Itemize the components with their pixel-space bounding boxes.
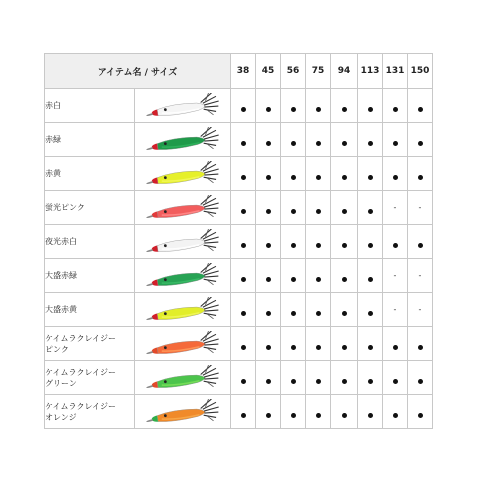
- availability-cell: [231, 89, 256, 123]
- spec-table: [44, 53, 433, 429]
- availability-cell: [358, 293, 383, 327]
- availability-cell: [256, 259, 281, 293]
- availability-cell: [256, 191, 281, 225]
- table-row: [45, 89, 433, 123]
- availability-cell: [231, 157, 256, 191]
- item-name-line: 夜光赤白: [45, 237, 77, 246]
- availability-cell: [281, 225, 306, 259]
- available-dot: [368, 311, 373, 316]
- available-dot: [266, 379, 271, 384]
- available-dot: [418, 413, 423, 418]
- available-dot: [342, 243, 347, 248]
- available-dot: [393, 107, 398, 112]
- availability-cell: [331, 123, 358, 157]
- item-name: [45, 123, 135, 157]
- name-size-header: アイテム名 / サイズ: [45, 54, 231, 89]
- available-dot: [342, 107, 347, 112]
- available-dot: [368, 243, 373, 248]
- item-name: [45, 89, 135, 123]
- availability-cell: [331, 89, 358, 123]
- available-dot: [418, 243, 423, 248]
- availability-cell: [231, 191, 256, 225]
- availability-cell: [231, 259, 256, 293]
- availability-cell: [358, 327, 383, 361]
- availability-cell: [383, 361, 408, 395]
- availability-cell: [256, 293, 281, 327]
- availability-cell: [231, 225, 256, 259]
- availability-cell: [358, 395, 383, 429]
- availability-cell: [408, 259, 433, 293]
- availability-cell: [408, 191, 433, 225]
- availability-cell: [231, 293, 256, 327]
- available-dot: [291, 141, 296, 146]
- available-dot: [368, 277, 373, 282]
- availability-cell: [231, 395, 256, 429]
- availability-cell: [408, 89, 433, 123]
- availability-cell: [383, 327, 408, 361]
- size-header: 45: [256, 54, 281, 89]
- unavailable-dash: -: [393, 305, 397, 314]
- available-dot: [393, 141, 398, 146]
- item-name-line: ピンク: [45, 344, 69, 354]
- available-dot: [266, 209, 271, 214]
- available-dot: [393, 243, 398, 248]
- available-dot: [241, 413, 246, 418]
- availability-cell: [306, 225, 331, 259]
- availability-cell: [358, 89, 383, 123]
- header-row: [45, 54, 433, 89]
- availability-cell: [331, 259, 358, 293]
- availability-cell: [383, 293, 408, 327]
- available-dot: [393, 413, 398, 418]
- available-dot: [418, 107, 423, 112]
- item-name: [45, 293, 135, 327]
- lure-image-cell: [135, 293, 231, 327]
- item-name-line: ケイムラクレイジー: [45, 367, 117, 377]
- table-row: [45, 395, 433, 429]
- available-dot: [368, 345, 373, 350]
- availability-cell: [383, 395, 408, 429]
- available-dot: [316, 243, 321, 248]
- available-dot: [241, 345, 246, 350]
- availability-cell: [256, 361, 281, 395]
- availability-cell: [256, 395, 281, 429]
- availability-cell: [306, 327, 331, 361]
- availability-cell: [256, 89, 281, 123]
- availability-cell: [256, 225, 281, 259]
- squid-jig-image: [143, 297, 223, 323]
- availability-cell: [281, 327, 306, 361]
- squid-jig-image: [143, 365, 223, 391]
- available-dot: [291, 175, 296, 180]
- table-row: [45, 157, 433, 191]
- table-row: [45, 361, 433, 395]
- availability-cell: [408, 293, 433, 327]
- availability-cell: [306, 361, 331, 395]
- available-dot: [342, 209, 347, 214]
- squid-jig-image: [143, 399, 223, 425]
- available-dot: [393, 379, 398, 384]
- available-dot: [368, 141, 373, 146]
- table-row: [45, 225, 433, 259]
- available-dot: [241, 107, 246, 112]
- availability-cell: [231, 327, 256, 361]
- squid-jig-image: [143, 127, 223, 153]
- availability-cell: [358, 157, 383, 191]
- table-row: [45, 327, 433, 361]
- availability-cell: [281, 89, 306, 123]
- squid-jig-image: [143, 229, 223, 255]
- lure-image-cell: [135, 89, 231, 123]
- available-dot: [266, 107, 271, 112]
- availability-cell: [306, 293, 331, 327]
- availability-cell: [306, 395, 331, 429]
- item-name-line: グリーン: [45, 378, 77, 388]
- availability-cell: [408, 225, 433, 259]
- available-dot: [266, 345, 271, 350]
- availability-cell: [408, 395, 433, 429]
- available-dot: [342, 413, 347, 418]
- available-dot: [241, 277, 246, 282]
- availability-cell: [331, 225, 358, 259]
- available-dot: [266, 243, 271, 248]
- available-dot: [418, 175, 423, 180]
- lure-image-cell: [135, 361, 231, 395]
- item-name: [45, 395, 135, 429]
- item-name: [45, 361, 135, 395]
- available-dot: [266, 141, 271, 146]
- lure-image-cell: [135, 123, 231, 157]
- availability-cell: [358, 225, 383, 259]
- availability-cell: [256, 123, 281, 157]
- available-dot: [291, 209, 296, 214]
- item-name: [45, 225, 135, 259]
- available-dot: [368, 379, 373, 384]
- available-dot: [266, 311, 271, 316]
- item-name-line: ケイムラクレイジー: [45, 401, 117, 411]
- available-dot: [368, 209, 373, 214]
- availability-cell: [383, 157, 408, 191]
- available-dot: [291, 345, 296, 350]
- lure-image-cell: [135, 259, 231, 293]
- lure-image-cell: [135, 191, 231, 225]
- squid-jig-image: [143, 93, 223, 119]
- lure-image-cell: [135, 225, 231, 259]
- availability-cell: [256, 157, 281, 191]
- available-dot: [342, 175, 347, 180]
- available-dot: [418, 345, 423, 350]
- availability-cell: [383, 123, 408, 157]
- available-dot: [316, 379, 321, 384]
- availability-cell: [331, 293, 358, 327]
- table-row: [45, 293, 433, 327]
- availability-cell: [256, 327, 281, 361]
- available-dot: [241, 243, 246, 248]
- availability-cell: [331, 191, 358, 225]
- available-dot: [291, 277, 296, 282]
- item-name: [45, 191, 135, 225]
- item-name-line: 赤黄: [45, 169, 61, 178]
- squid-jig-image: [143, 263, 223, 289]
- unavailable-dash: -: [418, 203, 422, 212]
- unavailable-dash: -: [418, 271, 422, 280]
- available-dot: [266, 413, 271, 418]
- item-name-line: 赤白: [45, 101, 61, 110]
- availability-cell: [281, 123, 306, 157]
- available-dot: [241, 141, 246, 146]
- availability-cell: [331, 157, 358, 191]
- available-dot: [291, 311, 296, 316]
- size-header: 75: [306, 54, 331, 89]
- availability-cell: [383, 89, 408, 123]
- availability-cell: [331, 327, 358, 361]
- availability-cell: [281, 395, 306, 429]
- size-header: 131: [383, 54, 408, 89]
- available-dot: [291, 379, 296, 384]
- squid-jig-image: [143, 161, 223, 187]
- availability-cell: [281, 361, 306, 395]
- availability-cell: [306, 123, 331, 157]
- available-dot: [291, 243, 296, 248]
- item-name: [45, 157, 135, 191]
- availability-cell: [408, 361, 433, 395]
- available-dot: [342, 379, 347, 384]
- availability-cell: [281, 293, 306, 327]
- item-name-line: オレンジ: [45, 412, 77, 422]
- unavailable-dash: -: [418, 305, 422, 314]
- available-dot: [316, 311, 321, 316]
- squid-jig-image: [143, 331, 223, 357]
- available-dot: [342, 311, 347, 316]
- size-header: 38: [231, 54, 256, 89]
- available-dot: [291, 107, 296, 112]
- available-dot: [316, 209, 321, 214]
- available-dot: [342, 345, 347, 350]
- availability-cell: [331, 361, 358, 395]
- item-name: [45, 259, 135, 293]
- item-name-line: 赤緑: [45, 135, 61, 144]
- availability-cell: [358, 259, 383, 293]
- item-name-line: 大盛赤緑: [45, 271, 77, 280]
- available-dot: [241, 379, 246, 384]
- availability-cell: [331, 395, 358, 429]
- item-name-line: ケイムラクレイジー: [45, 333, 117, 343]
- item-name: [45, 327, 135, 361]
- lure-image-cell: [135, 157, 231, 191]
- available-dot: [418, 379, 423, 384]
- size-header: 56: [281, 54, 306, 89]
- availability-cell: [281, 157, 306, 191]
- available-dot: [393, 345, 398, 350]
- item-name-line: 蛍光ピンク: [45, 203, 85, 212]
- available-dot: [316, 107, 321, 112]
- available-dot: [241, 311, 246, 316]
- available-dot: [368, 413, 373, 418]
- available-dot: [368, 175, 373, 180]
- available-dot: [393, 175, 398, 180]
- available-dot: [291, 413, 296, 418]
- size-header: 113: [358, 54, 383, 89]
- size-header: 94: [331, 54, 358, 89]
- available-dot: [342, 277, 347, 282]
- availability-cell: [408, 157, 433, 191]
- availability-cell: [383, 259, 408, 293]
- available-dot: [316, 175, 321, 180]
- availability-cell: [408, 327, 433, 361]
- availability-cell: [281, 259, 306, 293]
- unavailable-dash: -: [393, 203, 397, 212]
- availability-cell: [358, 361, 383, 395]
- availability-cell: [306, 259, 331, 293]
- availability-cell: [408, 123, 433, 157]
- available-dot: [266, 175, 271, 180]
- table-row: [45, 259, 433, 293]
- availability-cell: [383, 225, 408, 259]
- table-row: [45, 191, 433, 225]
- available-dot: [241, 175, 246, 180]
- available-dot: [316, 141, 321, 146]
- availability-cell: [231, 123, 256, 157]
- availability-cell: [306, 157, 331, 191]
- available-dot: [316, 345, 321, 350]
- availability-cell: [358, 191, 383, 225]
- available-dot: [241, 209, 246, 214]
- available-dot: [316, 413, 321, 418]
- available-dot: [316, 277, 321, 282]
- unavailable-dash: -: [393, 271, 397, 280]
- availability-cell: [306, 191, 331, 225]
- availability-cell: [306, 89, 331, 123]
- availability-cell: [358, 123, 383, 157]
- lure-image-cell: [135, 395, 231, 429]
- lure-image-cell: [135, 327, 231, 361]
- available-dot: [418, 141, 423, 146]
- available-dot: [266, 277, 271, 282]
- available-dot: [342, 141, 347, 146]
- availability-cell: [281, 191, 306, 225]
- squid-jig-image: [143, 195, 223, 221]
- size-header: 150: [408, 54, 433, 89]
- availability-cell: [231, 361, 256, 395]
- item-name-line: 大盛赤黄: [45, 305, 77, 314]
- available-dot: [368, 107, 373, 112]
- table-row: [45, 123, 433, 157]
- availability-cell: [383, 191, 408, 225]
